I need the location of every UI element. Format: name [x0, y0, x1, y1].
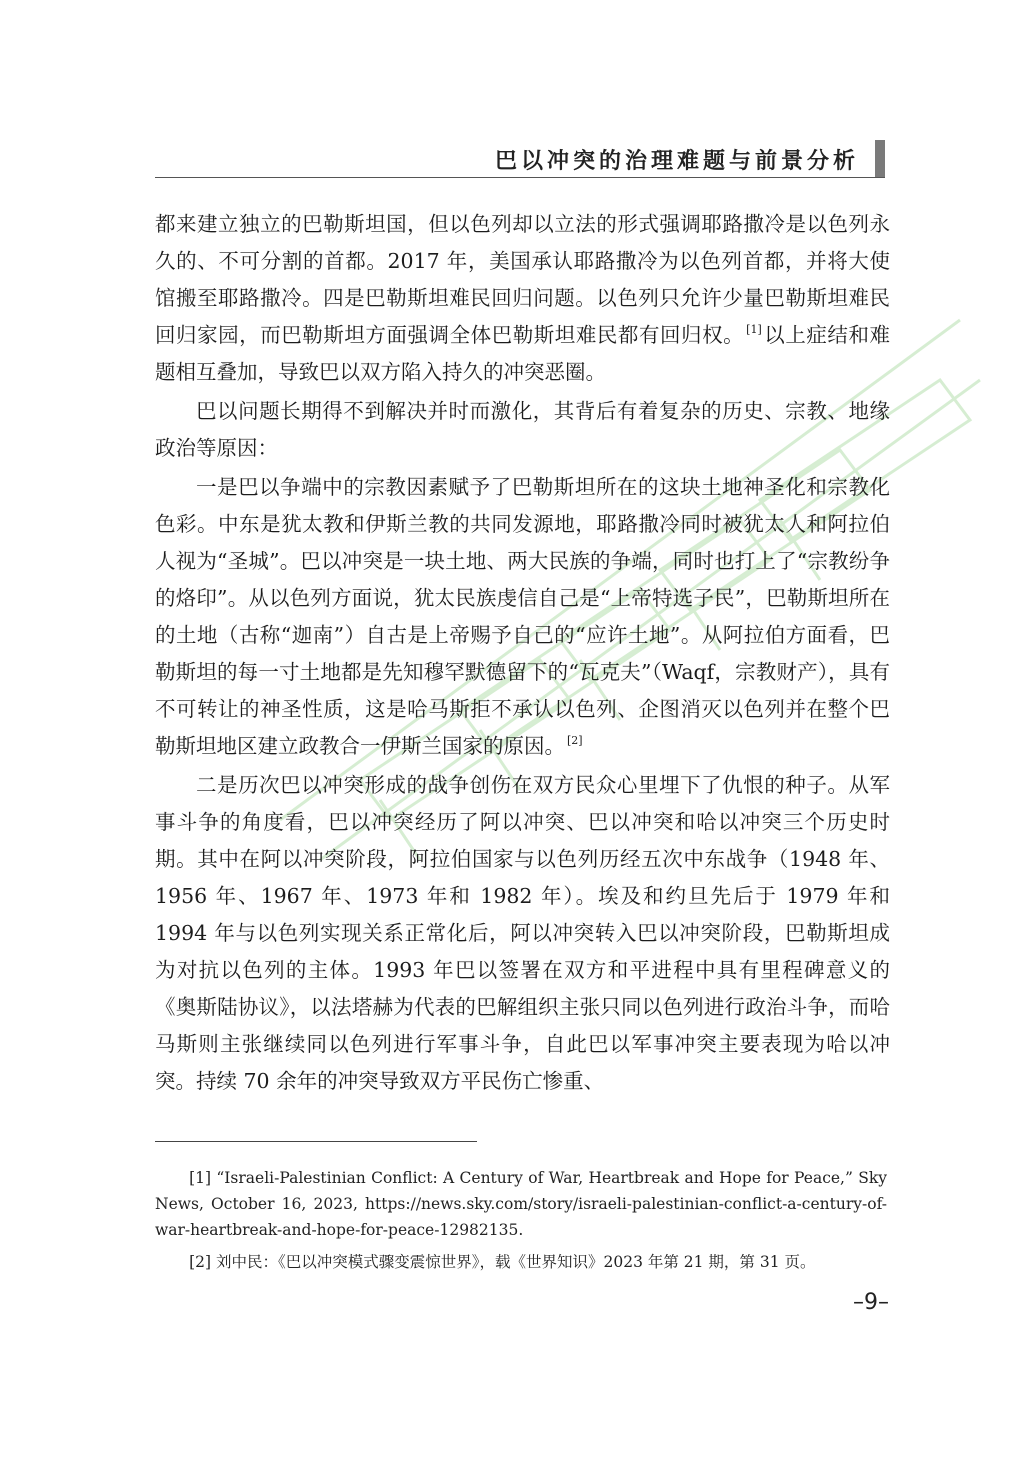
paragraph-2: 巴以问题长期得不到解决并时而激化，其背后有着复杂的历史、宗教、地缘政治等原因：: [155, 399, 890, 460]
body-text: [155, 206, 890, 1100]
header-accent-bar: [875, 140, 885, 178]
footnote-1: [1] “Israeli-Palestinian Conflict: A Century of War, Heartbreak and Hope for Peace,” Sky News, October 16, 2023, https://news.sky.com/story/israeli-palestinian-conflict-a-century-of-war-heartbreak-and-hope-for-peace-12982135.: [155, 1169, 887, 1239]
running-title: 巴以冲突的治理难题与前景分析: [494, 149, 859, 174]
paragraph-1-text-end: 以上症结和难题相互叠加，导致巴以双方陷入持久的冲突恶圈。: [155, 323, 890, 384]
running-header: [155, 140, 885, 178]
paragraph-1-text: 都来建立独立的巴勒斯坦国，但以色列却以立法的形式强调耶路撒冷是以色列永久的、不可分割的首都。2017 年，美国承认耶路撒冷为以色列首都，并将大使馆搬至耶路撒冷。四是巴勒斯坦难民回归问题。以色列只允许少量巴勒斯坦难民回归家园，而巴勒斯坦方面强调全体巴勒斯坦难民都有回归权。: [155, 212, 890, 347]
header-rule: [155, 177, 885, 178]
page-number: –9–: [853, 1290, 889, 1315]
paragraph-3: [155, 469, 890, 765]
footnote-2: [2] 刘中民：《巴以冲突模式骤变震惊世界》，载《世界知识》2023 年第 21 期，第 31 页。: [189, 1253, 816, 1271]
footnote-rule: [155, 1141, 477, 1142]
paragraph-4: 二是历次巴以冲突形成的战争创伤在双方民众心里埋下了仇恨的种子。从军事斗争的角度看，巴以冲突经历了阿以冲突、巴以冲突和哈以冲突三个历史时期。其中在阿以冲突阶段，阿拉伯国家与以色列历经五次中东战争（1948 年、1956 年、1967 年、1973 年和 1982 年）。埃及和约旦先后于 1979 年和 1994 年与以色列实现关系正常化后，阿以冲突转入巴以冲突阶段，巴勒斯坦成为对抗以色列的主体。1993 年巴以签署在双方和平进程中具有里程碑意义的《奥斯陆协议》，以法塔赫为代表的巴解组织主张只同以色列进行政治斗争，而哈马斯则主张继续同以色列进行军事斗争，自此巴以军事冲突主要表现为哈以冲突。持续 70 余年的冲突导致双方平民伤亡惨重、: [155, 773, 890, 1093]
paragraph-3-text: 一是巴以争端中的宗教因素赋予了巴勒斯坦所在的这块土地神圣化和宗教化色彩。中东是犹太教和伊斯兰教的共同发源地，耶路撒冷同时被犹太人和阿拉伯人视为“圣城”。巴以冲突是一块土地、两大民族的争端，同时也打上了“宗教纷争的烙印”。从以色列方面说，犹太民族虔信自己是“上帝特选子民”，巴勒斯坦所在的土地（古称“迦南”）自古是上帝赐予自己的“应许土地”。从阿拉伯方面看，巴勒斯坦的每一寸土地都是先知穆罕默德留下的“瓦克夫”（Waqf，宗教财产），具有不可转让的神圣性质，这是哈马斯拒不承认以色列、企图消灭以色列并在整个巴勒斯坦地区建立政教合一伊斯兰国家的原因。: [155, 475, 890, 758]
footnotes: [155, 1165, 887, 1275]
footnote-ref-2[interactable]: [2]: [567, 734, 583, 747]
footnote-ref-1[interactable]: [1]: [746, 323, 762, 336]
paragraph-1: [155, 206, 890, 391]
